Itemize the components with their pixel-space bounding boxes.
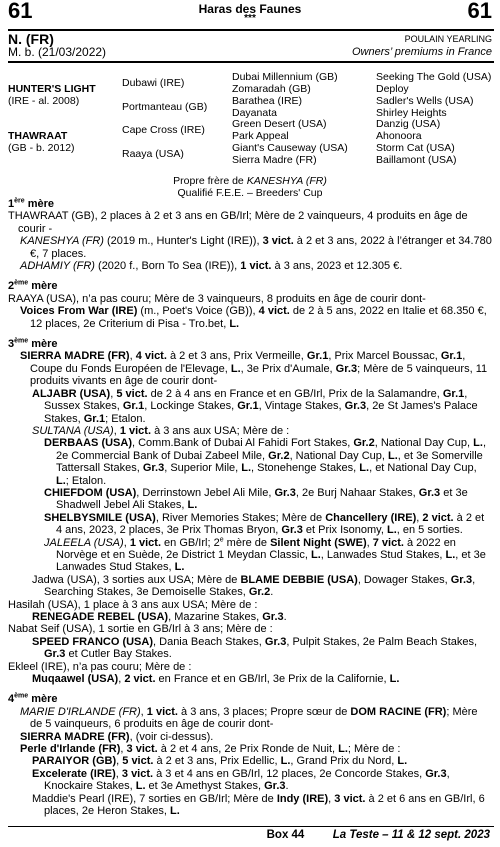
produce-entry: KANESHYA (FR) (2019 m., Hunter's Light (IRE)), 3 vict. à 2 et 3 ans, 2022 à l’étranger et 34.780 €, 7 places. [20, 235, 492, 260]
produce-entry: SULTANA (USA), 1 vict. à 3 ans aux USA; Mère de : [32, 424, 290, 437]
lot-number-right: 61 [467, 0, 492, 23]
gen4-item: Storm Cat (USA) [376, 142, 455, 154]
produce-entry: DERBAAS (USA), Comm.Bank of Dubai Al Fahidi Fort Stakes, Gr.2, National Day Cup, L., 2e Commercial Bank of Dubai Zabeel Mile, Gr.2, National Day Cup, L., et 3e Somerville Tattersall Stakes, Gr.3, Superior Mile, L., Stonehenge Stakes, L., et National Day Cup, L.; Etalon. [44, 437, 486, 487]
dam-name: THAWRAAT [8, 130, 68, 142]
produce-entry: Excelerate (IRE), 3 vict. à 3 et 4 ans en GB/Irl, 12 places, 2e Concorde Stakes, Gr.3, Knockaire Stakes, L. et 3e Amethyst Stakes, Gr.3. [32, 767, 450, 793]
gen4-item: Baillamont (USA) [376, 154, 457, 166]
horse-category: POULAIN YEARLING [404, 34, 492, 44]
horse-sex-birth: M. b. (21/03/2022) [8, 45, 107, 59]
gen4-item: Sadler's Wells (USA) [376, 95, 474, 107]
rating-stars: *** [244, 13, 256, 24]
sibling-note [0, 175, 500, 187]
produce-entry: ADHAMIY (FR) (2020 f., Born To Sea (IRE)), 1 vict. à 3 ans, 2023 et 12.305 €. [20, 260, 403, 273]
gen3-item: Park Appeal [232, 130, 289, 142]
gen3-item: Sierra Madre (FR) [232, 154, 317, 166]
gen2-item: Portmanteau (GB) [122, 101, 208, 113]
footer [267, 829, 490, 841]
gen2-item: Cape Cross (IRE) [122, 124, 205, 136]
sibling-note-prefix: Propre frère de [173, 175, 247, 187]
produce-entry: PARAIYOR (GB), 5 vict. à 2 et 3 ans, Prix Edellic, L., Grand Prix du Nord, L. [32, 755, 408, 768]
lot-number-left: 61 [8, 0, 33, 23]
dam-record: THAWRAAT (GB), 2 places à 2 et 3 ans en GB/Irl; Mère de 2 vainqueurs, 4 produits en âge de courir - [8, 210, 468, 235]
gen4-item: Ahonoora [376, 130, 422, 142]
gen4-item: Deploy [376, 83, 409, 95]
produce-entry: Nabat Seif (USA), 1 sortie en GB/Irl à 3 ans; Mère de : [8, 623, 273, 636]
gen3-item: Zomaradah (GB) [232, 83, 311, 95]
produce-entry: SPEED FRANCO (USA), Dania Beach Stakes, Gr.3, Pulpit Stakes, 2e Palm Beach Stakes, Gr.3 et Cutler Bay Stakes. [32, 635, 478, 661]
produce-entry: SIERRA MADRE (FR), (voir ci-dessus). [20, 730, 214, 743]
produce-entry: Ekleel (IRE), n’a pas couru; Mère de : [8, 660, 192, 673]
gen2-item: Dubawi (IRE) [122, 77, 185, 89]
family-sections [8, 198, 492, 818]
dam-record: MARIE D'IRLANDE (FR), 1 vict. à 3 ans, 3 places; Propre sœur de DOM RACINE (FR); Mère de 5 vainqueurs, 6 produits en âge de courir dont- [20, 705, 478, 731]
produce-entry: SHELBYSMILE (USA), River Memories Stakes; Mère de Chancellery (IRE), 2 vict. à 2 et 4 ans, 2023, 2 places, 3e Prix Thomas Bryon, Gr.3 et Prix Isonomy, L., en 5 sorties. [44, 511, 485, 537]
gen3-item: Giant's Causeway (USA) [232, 142, 348, 154]
section-heading-m4: 4ème mère [8, 692, 58, 706]
sire-name: HUNTER'S LIGHT [8, 83, 96, 95]
produce-entry: JALEELA (USA), 1 vict. en GB/Irl; 2e mère de Silent Night (SWE), 7 vict. à 2022 en Norvège et en Suède, 2e District 1 Meydan Classic, L., Lanwades Stud Stakes, L., et 3e Lanwades Stud Stakes, L. [44, 535, 486, 574]
dam-record: SIERRA MADRE (FR), 4 vict. à 2 et 3 ans, Prix Vermeille, Gr.1, Prix Marcel Boussac, Gr.1, Coupe du Fonds Européen de l'Elevage, L., 3e Prix d'Aumale, Gr.3; Mère de 5 vainqueurs, 11 produits vivants en âge de courir dont- [20, 350, 488, 388]
gen3-item: Dubai Millennium (GB) [232, 71, 338, 83]
horse-name: N. (FR) [8, 31, 54, 47]
produce-entry: Maddie's Pearl (IRE), 7 sorties en GB/Irl; Mère de Indy (IRE), 3 vict. à 2 et 6 ans en GB/Irl, 6 places, 2e Heron Stakes, L. [32, 792, 485, 818]
gen4-item: Seeking The Gold (USA) [376, 71, 492, 83]
sibling-note-name: KANESHYA (FR) [246, 175, 327, 187]
event-info: La Teste – 11 & 12 sept. 2023 [332, 829, 490, 841]
produce-entry: Muqaawel (USA), 2 vict. en France et en GB/Irl, 3e Prix de la Californie, L. [32, 673, 400, 686]
produce-entry: Perle d'Irlande (FR), 3 vict. à 2 et 4 ans, 2e Prix Ronde de Nuit, L.; Mère de : [20, 743, 401, 756]
gen2-item: Raaya (USA) [122, 148, 184, 160]
dam-record: RAAYA (USA), n’a pas couru; Mère de 3 vainqueurs, 8 produits en âge de courir dont- [8, 292, 426, 305]
header-rule [8, 29, 494, 31]
notes [0, 175, 500, 199]
gen4-item: Danzig (USA) [376, 118, 441, 130]
produce-entry: ALJABR (USA), 5 vict. de 2 à 4 ans en France et en GB/Irl, Prix de la Salamandre, Gr.1, Sussex Stakes, Gr.1, Lockinge Stakes, Gr.1, Vintage Stakes, Gr.3, 2e St James's Palace Stakes, Gr.1; Etalon. [32, 387, 478, 425]
section-heading-m2: 2ème mère [8, 279, 58, 293]
stud-title: Haras des Faunes [198, 2, 302, 16]
sub-rule [8, 61, 494, 63]
dam-info: (GB - b. 2012) [8, 142, 75, 154]
owners-premiums: Owners’ premiums in France [352, 46, 492, 58]
section-heading-m3: 3ème mère [8, 337, 58, 351]
gen3-item: Green Desert (USA) [232, 118, 327, 130]
gen4-item: Shirley Heights [376, 107, 447, 119]
sire-info: (IRE - al. 2008) [8, 95, 80, 107]
produce-entry: Hasilah (USA), 1 place à 3 ans aux USA; Mère de : [8, 598, 258, 611]
gen3-item: Dayanata [232, 107, 277, 119]
produce-entry: CHIEFDOM (USA), Derrinstown Jebel Ali Mile, Gr.3, 2e Burj Nahaar Stakes, Gr.3 et 3e Shadwell Jebel Ali Stakes, L. [44, 486, 468, 512]
produce-entry: Voices From War (IRE) (m., Poet's Voice (GB)), 4 vict. de 2 à 5 ans, 2022 en Italie et 68.350 €, 12 places, 2e Criterium di Pisa - Tro.bet, L. [20, 305, 487, 330]
produce-entry: Jadwa (USA), 3 sorties aux USA; Mère de BLAME DEBBIE (USA), Dowager Stakes, Gr.3, Searching Stakes, 3e Demoiselle Stakes, Gr.2. [32, 573, 476, 599]
qualification-note: Qualifié F.E.E. – Breeders' Cup [177, 187, 323, 199]
box-number: Box 44 [266, 829, 305, 841]
produce-entry: RENEGADE REBEL (USA), Mazarine Stakes, Gr.3. [32, 611, 287, 623]
footer-rule [8, 826, 494, 827]
section-heading-m1: 1ère mère [8, 197, 54, 210]
gen3-item: Barathea (IRE) [232, 95, 303, 107]
